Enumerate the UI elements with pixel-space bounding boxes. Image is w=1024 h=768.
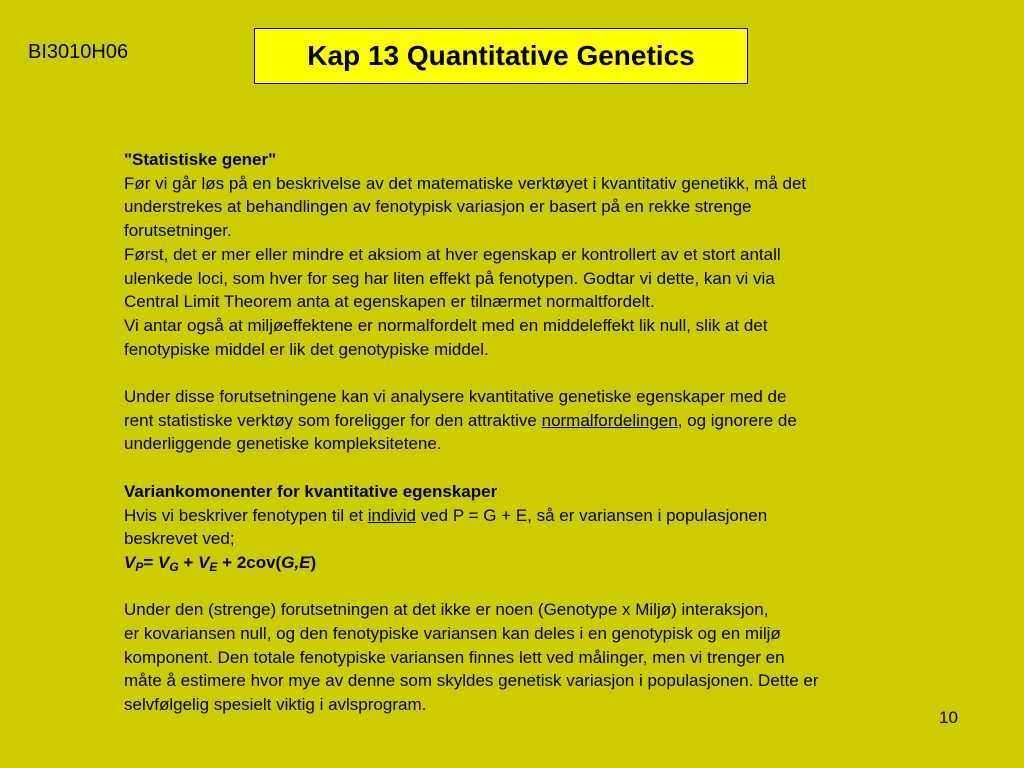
normalfordelingen-link[interactable]: normalfordelingen [541,410,678,430]
formula-close: ) [310,552,317,572]
variance-formula [124,551,954,575]
body-line: er kovariansen null, og den fenotypiske variansen kan deles i en genotypisk og en miljø [124,624,781,644]
body-line: beskrevet ved; [124,529,235,549]
formula-args: G,E [281,552,311,572]
formula-operator: + [178,552,199,572]
text-run: Hvis vi beskriver fenotypen til et [124,505,368,525]
individ-link[interactable]: individ [367,505,416,525]
body-line: Først, det er mer eller mindre et aksiom at hver egenskap er kontrollert av et stort antall [124,244,781,264]
formula-subscript: G [169,559,179,574]
body-line: Under den (strenge) forutsetningen at det ikke er noen (Genotype x Miljø) interaksjon, [124,600,769,620]
formula-subscript: E [209,559,218,574]
body-line: understrekes at behandlingen av fenotypisk variasjon er basert på en rekke strenge [124,197,752,217]
slide-body [124,148,954,717]
body-line: måte å estimere hvor mye av denne som skyldes genetisk variasjon i populasjonen. Dette er [124,671,819,691]
formula-subscript: P [135,559,144,574]
body-line: Vi antar også at miljøeffektene er normalfordelt med en middeleffekt lik null, slik at det [124,315,768,335]
formula-cov: 2cov( [236,552,282,572]
body-line: underliggende genetiske kompleksitetene. [124,434,442,454]
body-line: forutsetninger. [124,221,232,241]
paragraph-gap [124,456,954,480]
slide-title [254,28,748,84]
section-heading-statistiske-gener: "Statistiske gener" [124,150,277,169]
body-line: ulenkede loci, som hver for seg har liten effekt på fenotypen. Godtar vi dette, kan vi via [124,268,775,288]
body-line: fenotypiske middel er lik det genotypiske middel. [124,339,489,359]
paragraph-gap [124,361,954,385]
formula-operator: + [217,552,237,572]
formula-operator: = [143,552,159,572]
section-heading-variankomponenter: Variankomonenter for kvantitative egenskaper [124,481,498,501]
body-line [124,409,954,433]
text-run: rent statistiske verktøy som foreligger for den attraktive [124,410,542,430]
course-code: BI3010H06 [28,41,129,63]
body-line: selvfølgelig spesielt viktig i avlsprogram. [124,695,427,715]
text-run: , og ignorere de [677,410,797,430]
paragraph-gap [124,575,954,599]
page-number: 10 [939,708,958,727]
text-run: ved P = G + E, så er variansen i populasjonen [415,505,768,525]
body-line [124,504,954,528]
body-line: Under disse forutsetningene kan vi analysere kvantitative genetiske egenskaper med de [124,387,787,407]
formula-variable: V [198,552,210,572]
body-line: Central Limit Theorem anta at egenskapen er tilnærmet normaltfordelt. [124,292,655,312]
slide-title-text: Kap 13 Quantitative Genetics [307,40,695,71]
body-line: komponent. Den totale fenotypiske variansen finnes lett ved målinger, men vi trenger en [124,647,785,667]
formula-variable: V [124,552,136,572]
body-line: Før vi går løs på en beskrivelse av det matematiske verktøyet i kvantitativ genetikk, må det [124,173,807,193]
formula-variable: V [158,552,170,572]
